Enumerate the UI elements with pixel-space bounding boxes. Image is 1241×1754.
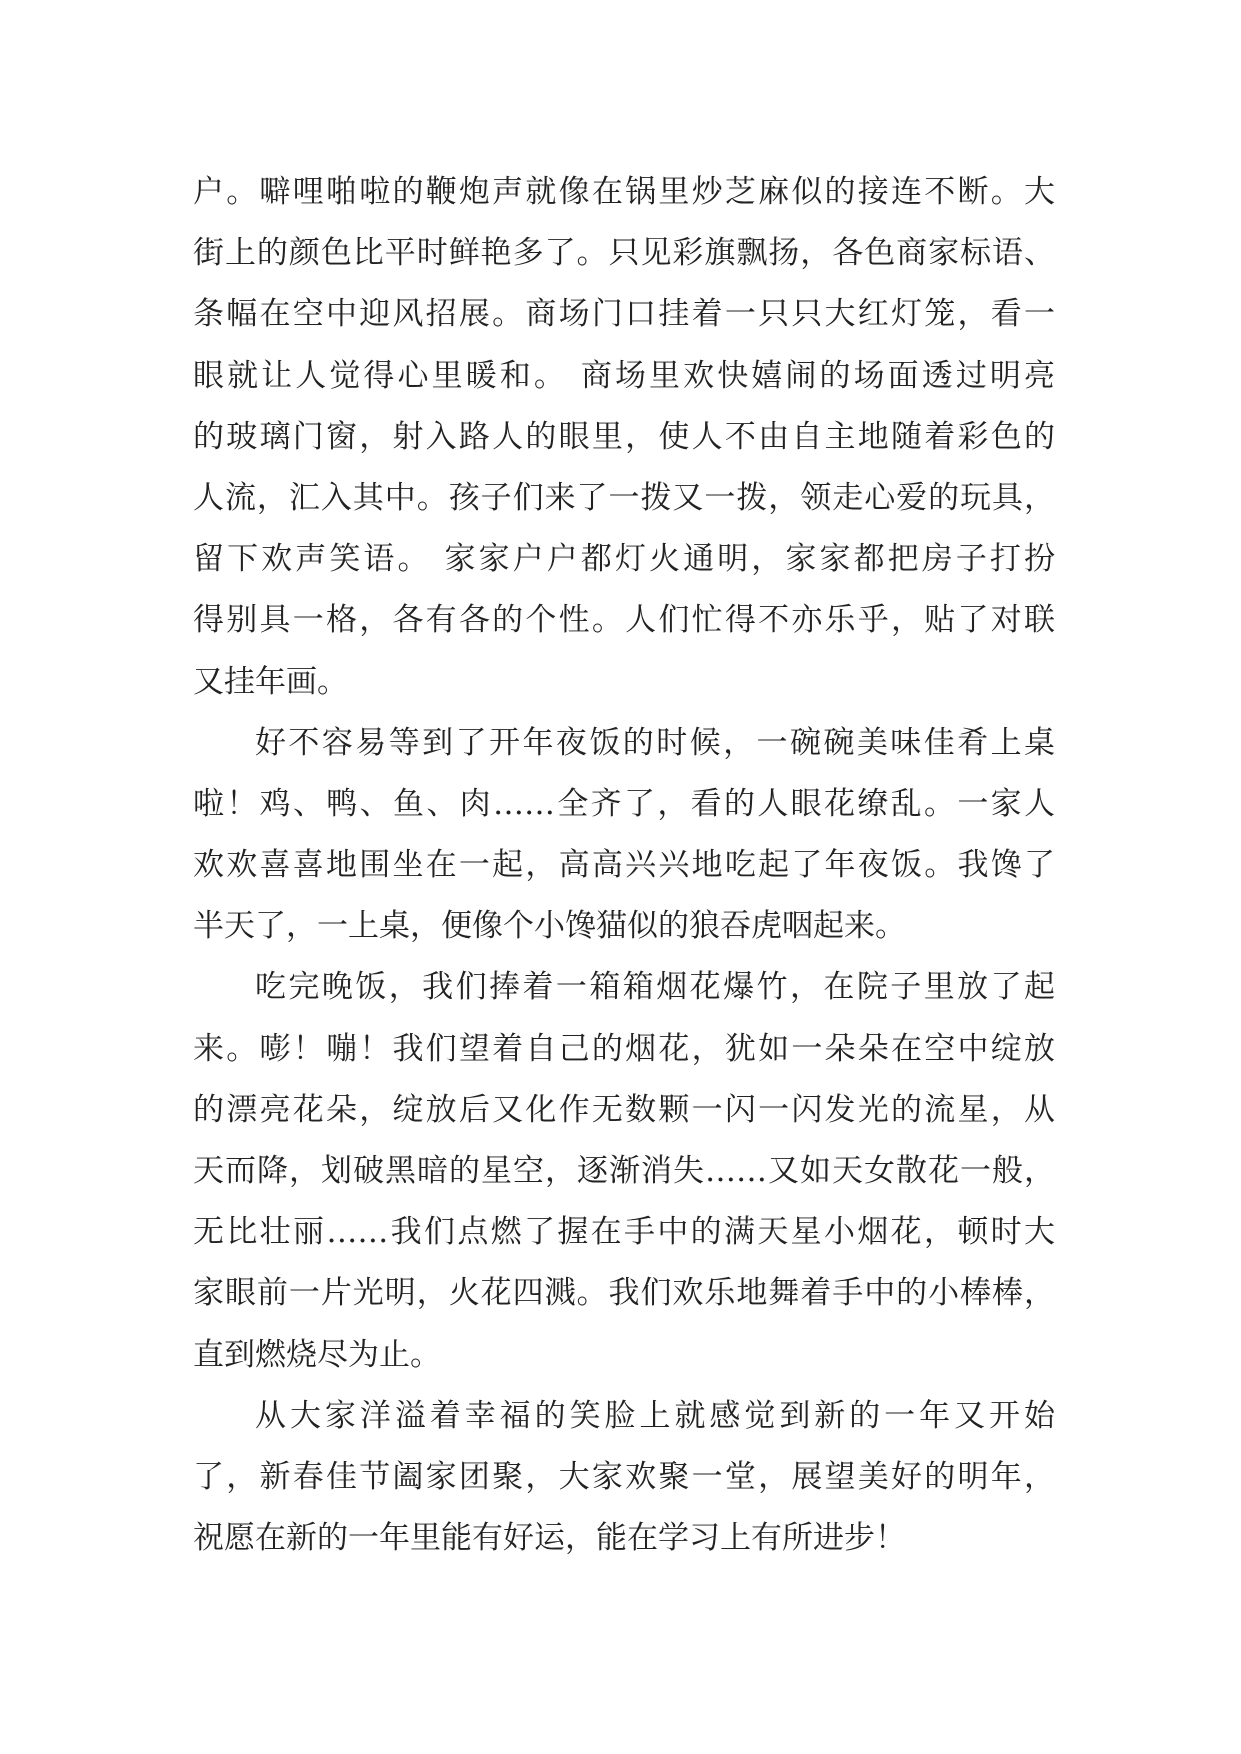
text-line: 从大家洋溢着幸福的笑脸上就感觉到新的一年又开始	[255, 1397, 1055, 1434]
text-line: 欢欢喜喜地围坐在一起，高高兴兴地吃起了年夜饭。我馋了	[193, 847, 1055, 884]
text-line: 无比壮丽……我们点燃了握在手中的满天星小烟花，顿时大	[193, 1214, 1055, 1251]
text-line: 条幅在空中迎风招展。商场门口挂着一只只大红灯笼，看一	[193, 296, 1055, 333]
text-line: 好不容易等到了开年夜饭的时候，一碗碗美味佳肴上桌	[255, 724, 1055, 761]
text-line: 天而降，划破黑暗的星空，逐渐消失……又如天女散花一般，	[193, 1153, 1055, 1189]
text-line: 半天了，一上桌，便像个小馋猫似的狼吞虎咽起来。	[193, 908, 906, 945]
text-line: 家眼前一片光明，火花四溅。我们欢乐地舞着手中的小棒棒，	[193, 1275, 1055, 1312]
paragraph-2	[193, 713, 1055, 958]
body-text	[193, 162, 1055, 1569]
text-line: 人流，汇入其中。孩子们来了一拨又一拨，领走心爱的玩具，	[193, 479, 1055, 516]
text-line: 了，新春佳节阖家团聚，大家欢聚一堂，展望美好的明年，	[193, 1458, 1055, 1495]
text-line: 留下欢声笑语。 家家户户都灯火通明，家家都把房子打扮	[193, 541, 1055, 578]
paragraph-3	[193, 957, 1055, 1385]
text-line: 的漂亮花朵，绽放后又化作无数颗一闪一闪发光的流星，从	[193, 1091, 1055, 1128]
text-line: 直到燃烧尽为止。	[193, 1336, 441, 1373]
text-line: 街上的颜色比平时鲜艳多了。只见彩旗飘扬，各色商家标语、	[193, 235, 1055, 272]
text-line: 来。嘭！嘣！我们望着自己的烟花，犹如一朵朵在空中绽放	[193, 1030, 1055, 1067]
text-line: 祝愿在新的一年里能有好运，能在学习上有所进步！	[193, 1520, 906, 1557]
text-line: 啦！鸡、鸭、鱼、肉……全齐了，看的人眼花缭乱。一家人	[193, 785, 1055, 822]
text-line: 得别具一格，各有各的个性。人们忙得不亦乐乎，贴了对联	[193, 602, 1055, 639]
text-line: 又挂年画。	[193, 663, 348, 700]
paragraph-1	[193, 162, 1055, 713]
text-line: 吃完晚饭，我们捧着一箱箱烟花爆竹，在院子里放了起	[255, 969, 1055, 1006]
paragraph-4	[193, 1386, 1055, 1570]
text-line: 的玻璃门窗，射入路人的眼里，使人不由自主地随着彩色的	[193, 418, 1055, 455]
text-line: 眼就让人觉得心里暖和。 商场里欢快嬉闹的场面透过明亮	[193, 357, 1055, 394]
text-line: 户。噼哩啪啦的鞭炮声就像在锅里炒芝麻似的接连不断。大	[193, 174, 1055, 210]
